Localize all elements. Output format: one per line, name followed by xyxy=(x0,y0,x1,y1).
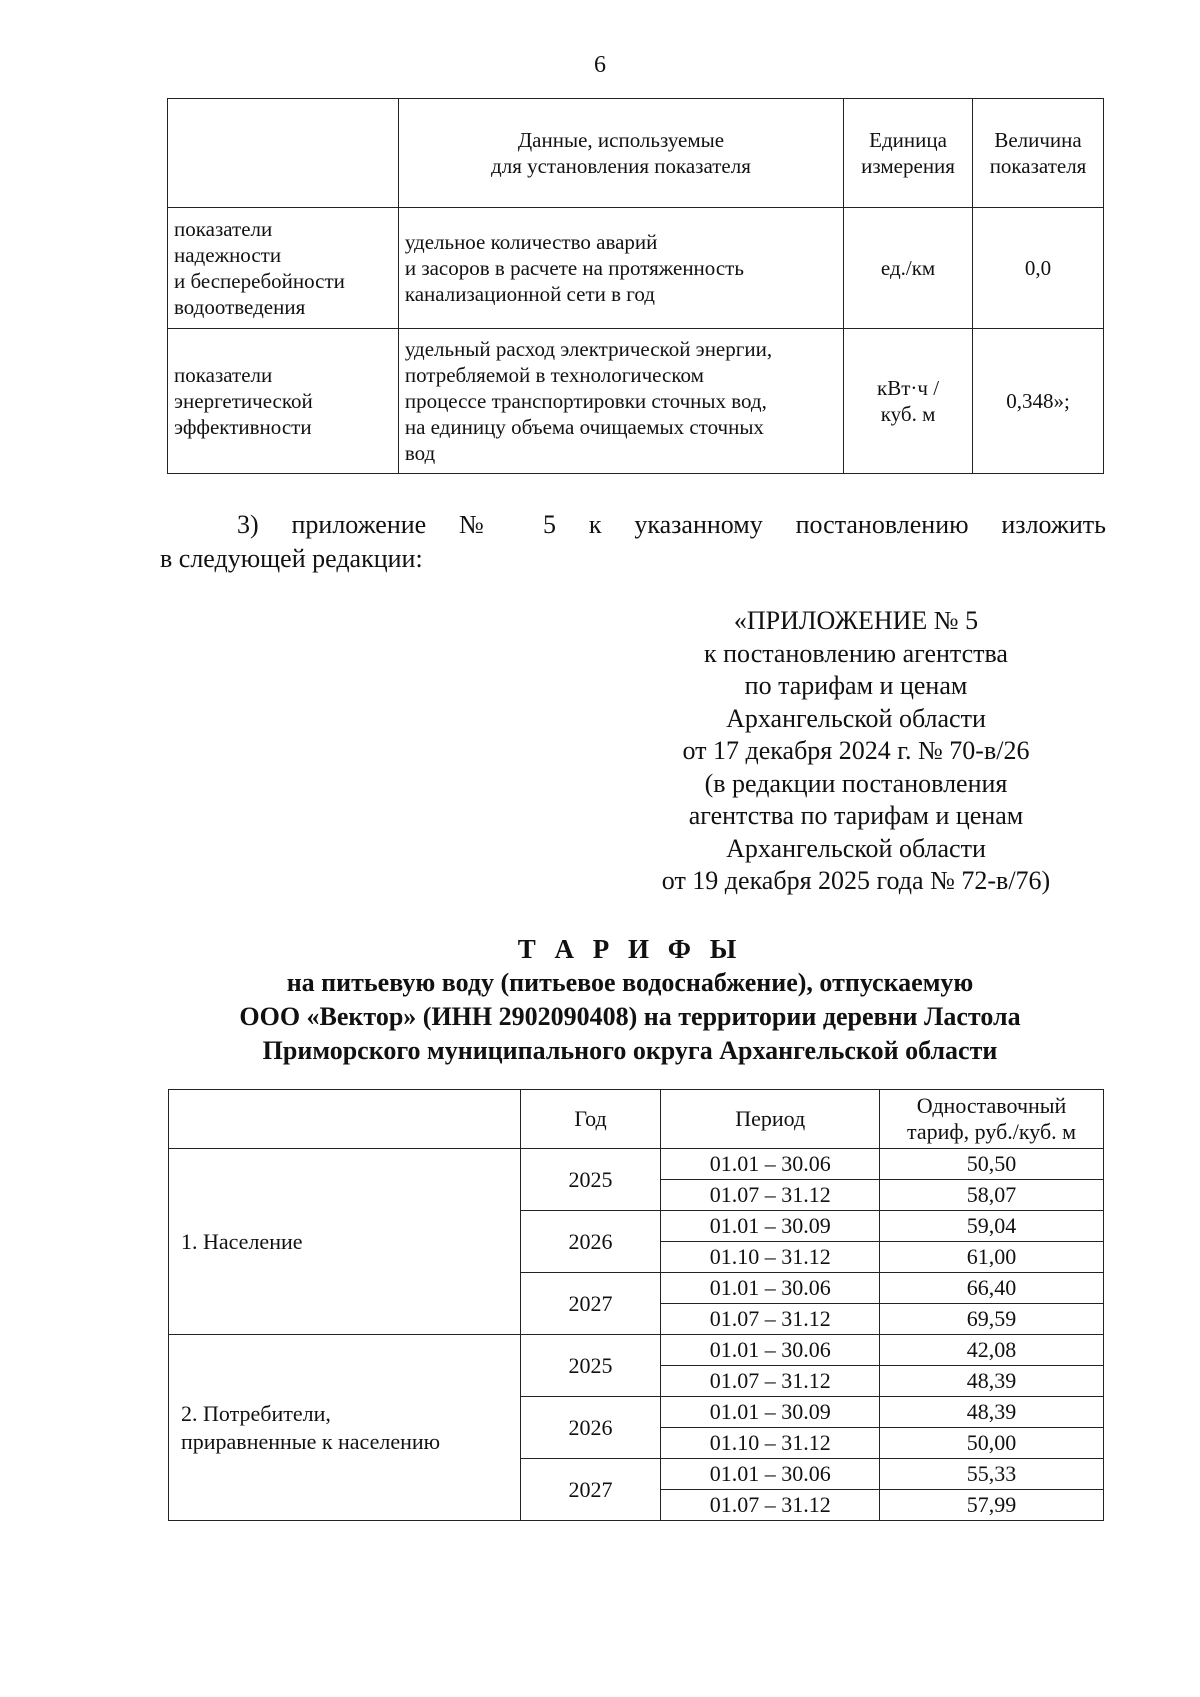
year-cell: 2025 xyxy=(520,1149,661,1211)
tariffs-table xyxy=(168,1089,1104,1521)
header-cell-value: Величина показателя xyxy=(973,99,1104,208)
title-heading: Т А Р И Ф Ы xyxy=(517,934,743,964)
consumer-category: 1. Население xyxy=(169,1149,521,1335)
appendix-reference xyxy=(596,605,1116,898)
period-cell: 01.01 – 30.09 xyxy=(661,1397,880,1428)
header-cell-period: Период xyxy=(661,1090,880,1149)
tariff-cell: 66,40 xyxy=(880,1273,1104,1304)
period-cell: 01.01 – 30.06 xyxy=(661,1335,880,1366)
document-title xyxy=(120,932,1140,1068)
tariff-cell: 50,00 xyxy=(880,1428,1104,1459)
title-line: на питьевую воду (питьевое водоснабжение), отпускаемую xyxy=(286,968,974,997)
table-row xyxy=(169,1149,1104,1180)
tariff-cell: 69,59 xyxy=(880,1304,1104,1335)
period-cell: 01.07 – 31.12 xyxy=(661,1304,880,1335)
appendix-line: от 17 декабря 2024 г. № 70-в/26 xyxy=(682,736,1030,765)
tariff-cell: 55,33 xyxy=(880,1459,1104,1490)
period-cell: 01.01 – 30.09 xyxy=(661,1211,880,1242)
paragraph-line-1: 3) приложение № 5 к указанному постановлению изложить xyxy=(237,510,1106,539)
appendix-line: Архангельской области xyxy=(726,703,986,733)
period-cell: 01.01 – 30.06 xyxy=(661,1149,880,1180)
header-cell-tariff: Одноставочный тариф, руб./куб. м xyxy=(880,1090,1104,1149)
year-cell: 2025 xyxy=(520,1335,661,1397)
appendix-line: агентства по тарифам и ценам xyxy=(688,801,1024,830)
period-cell: 01.07 – 31.12 xyxy=(661,1180,880,1211)
appendix-line: к постановлению агентства xyxy=(704,638,1008,668)
appendix-line: от 19 декабря 2025 года № 72-в/76) xyxy=(661,866,1051,895)
table-row xyxy=(168,208,1104,329)
header-cell-empty xyxy=(168,99,399,208)
year-cell: 2027 xyxy=(520,1459,661,1521)
tariff-cell: 42,08 xyxy=(880,1335,1104,1366)
period-cell: 01.01 – 30.06 xyxy=(661,1459,880,1490)
table-header-row xyxy=(168,99,1104,208)
tariff-cell: 48,39 xyxy=(880,1366,1104,1397)
tariff-cell: 57,99 xyxy=(880,1490,1104,1521)
period-cell: 01.01 – 30.06 xyxy=(661,1273,880,1304)
title-line: Приморского муниципального округа Архангельской области xyxy=(262,1036,998,1065)
year-cell: 2027 xyxy=(520,1273,661,1335)
table-header-row xyxy=(169,1090,1104,1149)
tariff-cell: 58,07 xyxy=(880,1180,1104,1211)
consumer-category: 2. Потребители, приравненные к населению xyxy=(169,1335,521,1521)
period-cell: 01.07 – 31.12 xyxy=(661,1366,880,1397)
tariff-cell: 59,04 xyxy=(880,1211,1104,1242)
appendix-line: по тарифам и ценам xyxy=(744,671,968,700)
paragraph-line-2: в следующей редакции: xyxy=(160,544,423,573)
tariff-cell: 61,00 xyxy=(880,1242,1104,1273)
page-number: 6 xyxy=(594,52,606,78)
indicator-value: 0,348»; xyxy=(973,329,1104,474)
period-cell: 01.10 – 31.12 xyxy=(661,1428,880,1459)
year-cell: 2026 xyxy=(520,1397,661,1459)
period-cell: 01.10 – 31.12 xyxy=(661,1242,880,1273)
title-line: ООО «Вектор» (ИНН 2902090408) на территории деревни Ластола xyxy=(239,1002,1021,1031)
indicator-category: показатели надежности и бесперебойности водоотведения xyxy=(168,208,399,329)
appendix-line: «ПРИЛОЖЕНИЕ № 5 xyxy=(733,606,979,635)
table-row xyxy=(169,1335,1104,1366)
header-cell-empty xyxy=(169,1090,521,1149)
appendix-line: Архангельской области xyxy=(726,833,986,863)
header-cell-data: Данные, используемые для установления показателя xyxy=(398,99,843,208)
indicator-category: показатели энергетической эффективности xyxy=(168,329,399,474)
tariff-cell: 48,39 xyxy=(880,1397,1104,1428)
table-row xyxy=(168,329,1104,474)
indicator-unit: ед./км xyxy=(844,208,973,329)
year-cell: 2026 xyxy=(520,1211,661,1273)
indicators-table xyxy=(167,98,1104,474)
header-cell-unit: Единица измерения xyxy=(844,99,973,208)
indicator-data: удельный расход электрической энергии, потребляемой в технологическом процессе транспортировки сточных вод, на единицу объема очищаемых сточных вод xyxy=(398,329,843,474)
indicator-unit: кВт·ч / куб. м xyxy=(844,329,973,474)
indicator-data: удельное количество аварий и засоров в расчете на протяженность канализационной сети в год xyxy=(398,208,843,329)
indicator-value: 0,0 xyxy=(973,208,1104,329)
period-cell: 01.07 – 31.12 xyxy=(661,1490,880,1521)
appendix-line: (в редакции постановления xyxy=(704,768,1008,798)
tariff-cell: 50,50 xyxy=(880,1149,1104,1180)
header-cell-year: Год xyxy=(520,1090,661,1149)
